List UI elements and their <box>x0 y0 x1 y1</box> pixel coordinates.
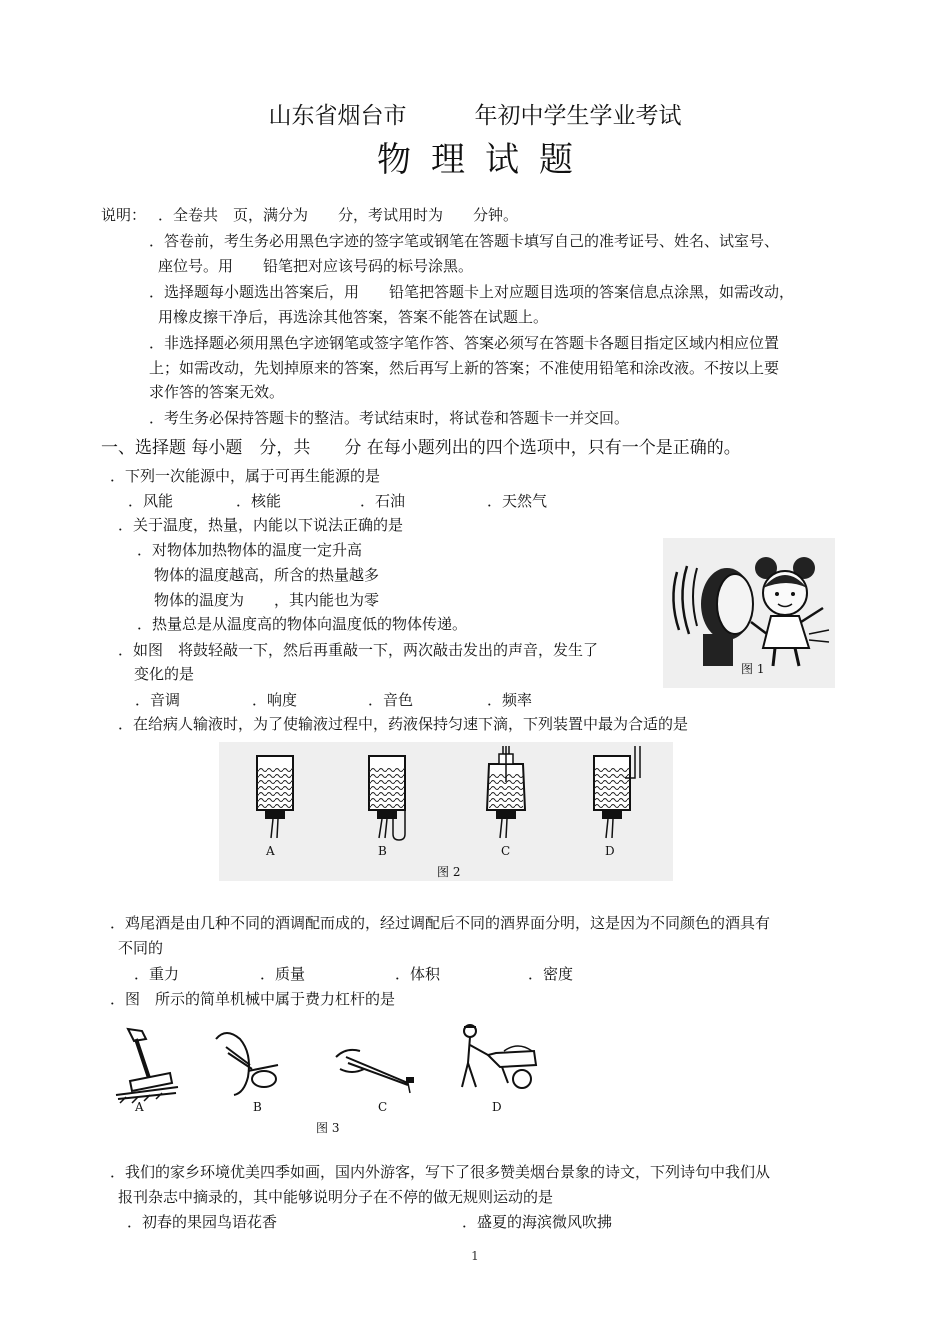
instruction-5: ．考生务必保持答题卡的整洁。考试结束时，将试卷和答题卡一并交回。 <box>149 409 630 427</box>
q5-stem-line1: ．鸡尾酒是由几种不同的酒调配而成的，经过调配后不同的酒界面分明，这是因为不同颜色的酒具有 <box>110 914 771 932</box>
q3-option-a: ．音调 <box>135 691 181 709</box>
q7-option-a: ．初春的果园鸟语花香 <box>127 1213 278 1231</box>
figure-2-label-c: C <box>501 844 511 858</box>
q2-option-c: 物体的温度为 ，其内能也为零 <box>154 591 380 609</box>
q7-option-b: ．盛夏的海滨微风吹拂 <box>462 1213 613 1231</box>
q7-stem-line2: 报刊杂志中摘录的，其中能够说明分子在不停的做无规则运动的是 <box>118 1188 554 1206</box>
section-heading: 一、选择题 每小题 分，共 分 在每小题列出的四个选项中，只有一个是正确的。 <box>101 438 741 458</box>
q1-stem: ．下列一次能源中，属于可再生能源的是 <box>110 467 381 485</box>
figure-3-label-c: C <box>378 1100 388 1114</box>
exam-title-year-exam: 年初中学生学业考试 <box>474 103 682 129</box>
instruction-4c: 求作答的答案无效。 <box>149 383 285 401</box>
q5-option-b: ．质量 <box>260 965 306 983</box>
figure-3-label-a: A <box>135 1100 144 1114</box>
q3-stem-line1: ．如图 将鼓轻敲一下，然后再重敲一下，两次敲击发出的声音，发生了 <box>118 641 599 659</box>
page-number: 1 <box>471 1249 479 1263</box>
instruction-4a: ．非选择题必须用黑色字迹钢笔或签字笔作答、答案必须写在答题卡各题目指定区域内相应位置 <box>149 334 780 352</box>
figure-2-label-d: D <box>605 844 615 858</box>
q4-stem: ．在给病人输液时，为了使输液过程中，药液保持匀速下滴，下列装置中最为合适的是 <box>118 715 689 733</box>
q6-stem: ．图 所示的简单机械中属于费力杠杆的是 <box>110 990 396 1008</box>
q3-stem-line2: 变化的是 <box>134 665 195 683</box>
figure-3-label-b: B <box>253 1100 262 1114</box>
figure-3 <box>108 1017 548 1137</box>
instruction-2a: ．答卷前，考生务必用黑色字迹的签字笔或钢笔在答题卡填写自己的准考证号、姓名、试室号、 <box>149 232 780 250</box>
q3-option-c: ．音色 <box>368 691 414 709</box>
figure-2 <box>219 742 673 881</box>
figure-1 <box>663 538 835 688</box>
figure-3-label-d: D <box>492 1100 502 1114</box>
exam-title-region: 山东省烟台市 <box>268 103 407 129</box>
instruction-2b: 座位号。用 铅笔把对应该号码的标号涂黑。 <box>158 257 474 275</box>
figure-2-label-b: B <box>378 844 387 858</box>
figure-1-caption: 图 1 <box>741 662 765 676</box>
q3-option-b: ．响度 <box>252 691 298 709</box>
q1-option-c: ．石油 <box>360 492 406 510</box>
q3-option-d: ．频率 <box>487 691 533 709</box>
q1-option-a: ．风能 <box>128 492 174 510</box>
figure-2-caption: 图 2 <box>437 865 461 879</box>
q5-option-d: ．密度 <box>528 965 574 983</box>
instruction-3b: 用橡皮擦干净后，再选涂其他答案，答案不能答在试题上。 <box>158 308 549 326</box>
q1-option-d: ．天然气 <box>487 492 548 510</box>
exam-subtitle: 物理试题 <box>377 140 593 180</box>
q5-stem-line2: 不同的 <box>118 939 164 957</box>
figure-3-caption: 图 3 <box>316 1121 340 1135</box>
instruction-3a: ．选择题每小题选出答案后，用 铅笔把答题卡上对应题目选项的答案信息点涂黑，如需改动， <box>149 283 795 301</box>
q2-option-b: 物体的温度越高，所含的热量越多 <box>154 566 380 584</box>
q7-stem-line1: ．我们的家乡环境优美四季如画，国内外游客，写下了很多赞美烟台景象的诗文，下列诗句中我们从 <box>110 1163 771 1181</box>
instructions-label: 说明： <box>101 206 147 224</box>
q5-option-a: ．重力 <box>134 965 180 983</box>
q2-option-d: ．热量总是从温度高的物体向温度低的物体传递。 <box>137 615 468 633</box>
q5-option-c: ．体积 <box>395 965 441 983</box>
q2-option-a: ．对物体加热物体的温度一定升高 <box>137 541 363 559</box>
exam-title <box>0 101 950 131</box>
q1-option-b: ．核能 <box>236 492 282 510</box>
instruction-1: ．全卷共 页，满分为 分，考试用时为 分钟。 <box>158 206 519 224</box>
figure-2-label-a: A <box>266 844 275 858</box>
instruction-4b: 上；如需改动，先划掉原来的答案，然后再写上新的答案；不准使用铅笔和涂改液。不按以上要 <box>149 359 780 377</box>
q2-stem: ．关于温度，热量，内能以下说法正确的是 <box>118 516 404 534</box>
